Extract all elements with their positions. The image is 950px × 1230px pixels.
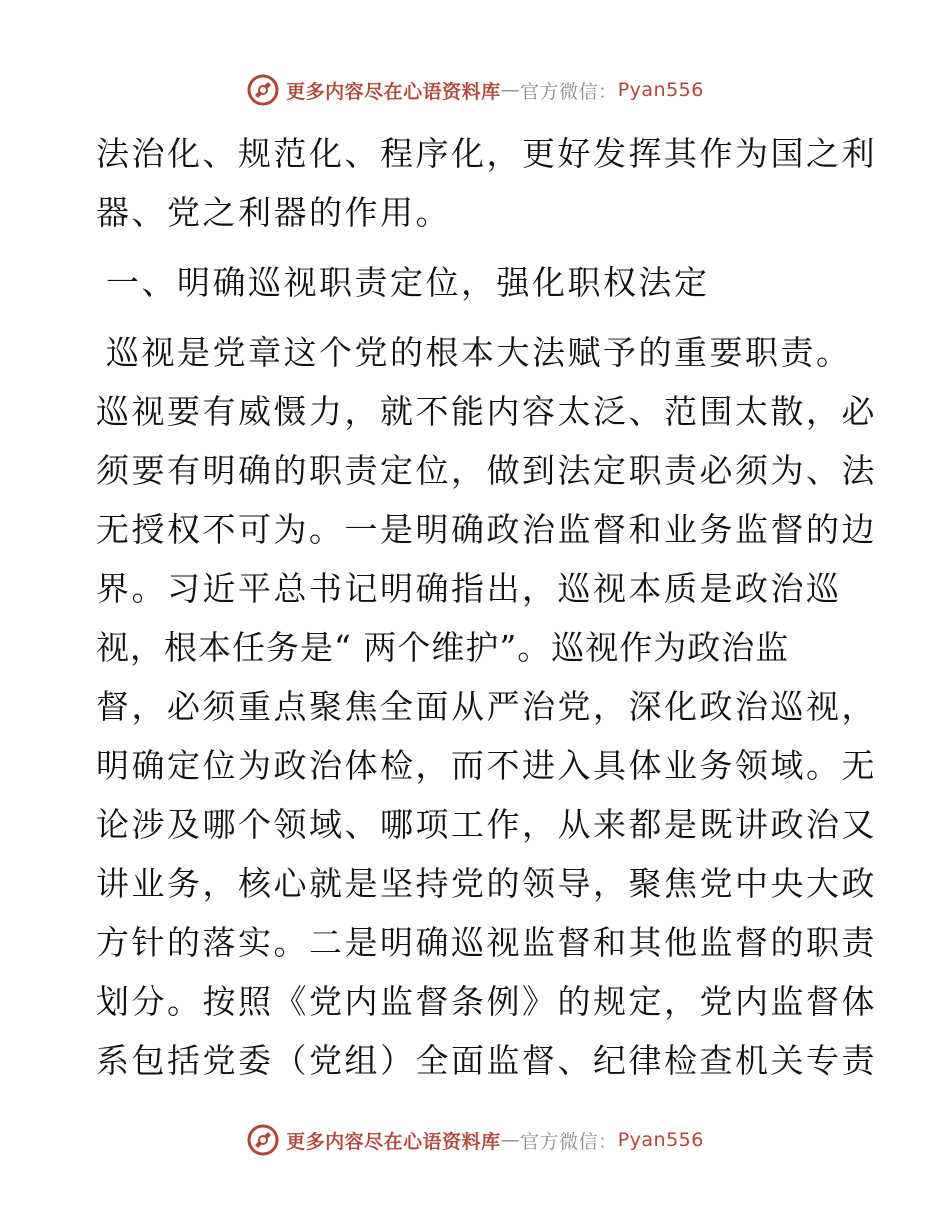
text-line: 无授权不可为。一是明确政治监督和业务监督的边: [96, 510, 877, 549]
watermark-official: 官方微信：: [520, 1130, 618, 1153]
text-line: 法治化、规范化、程序化，更好发挥其作为国之利: [96, 134, 877, 173]
footer-watermark: [0, 1120, 950, 1160]
text-line: 须要有明确的职责定位，做到法定职责必须为、法: [96, 451, 877, 490]
text-line: 督，必须重点聚焦全面从严治党，深化政治巡视，: [96, 687, 877, 726]
watermark-brand: 更多内容尽在心语资料库: [286, 80, 501, 103]
text-line: 视，根本任务是“ 两个维护”。巡视作为政治监: [96, 628, 790, 667]
brand-logo-icon: [246, 73, 280, 107]
watermark-brand: 更多内容尽在心语资料库: [286, 1130, 501, 1153]
text-line: 系包括党委（党组）全面监督、纪律检查机关专责: [96, 1041, 877, 1080]
section-heading: 一、明确巡视职责定位，强化职权法定: [106, 263, 710, 302]
text-line: 划分。按照《党内监督条例》的规定，党内监督体: [96, 982, 877, 1021]
watermark-wechat-id: Pyan556: [617, 79, 704, 101]
text-line: 明确定位为政治体检，而不进入具体业务领域。无: [96, 746, 877, 785]
watermark-wechat-id: Pyan556: [617, 1129, 704, 1151]
watermark-official: 官方微信：: [520, 80, 618, 103]
paragraph-first-line: 巡视是党章这个党的根本大法赋予的重要职责。: [106, 333, 852, 372]
brand-logo-icon: [246, 1123, 280, 1157]
header-watermark: [0, 70, 950, 110]
text-line: 界。习近平总书记明确指出，巡视本质是政治巡: [96, 569, 842, 608]
watermark-separator: —: [500, 1129, 521, 1151]
text-line: 论涉及哪个领域、哪项工作，从来都是既讲政治又: [96, 805, 877, 844]
watermark-separator: —: [500, 79, 521, 101]
text-line: 讲业务，核心就是坚持党的领导，聚焦党中央大政: [96, 864, 877, 903]
document-body: [96, 124, 877, 1090]
text-line: 巡视要有威慑力，就不能内容太泛、范围太散，必: [96, 392, 877, 431]
text-line: 器、党之利器的作用。: [96, 193, 451, 232]
text-line: 方针的落实。二是明确巡视监督和其他监督的职责: [96, 923, 877, 962]
